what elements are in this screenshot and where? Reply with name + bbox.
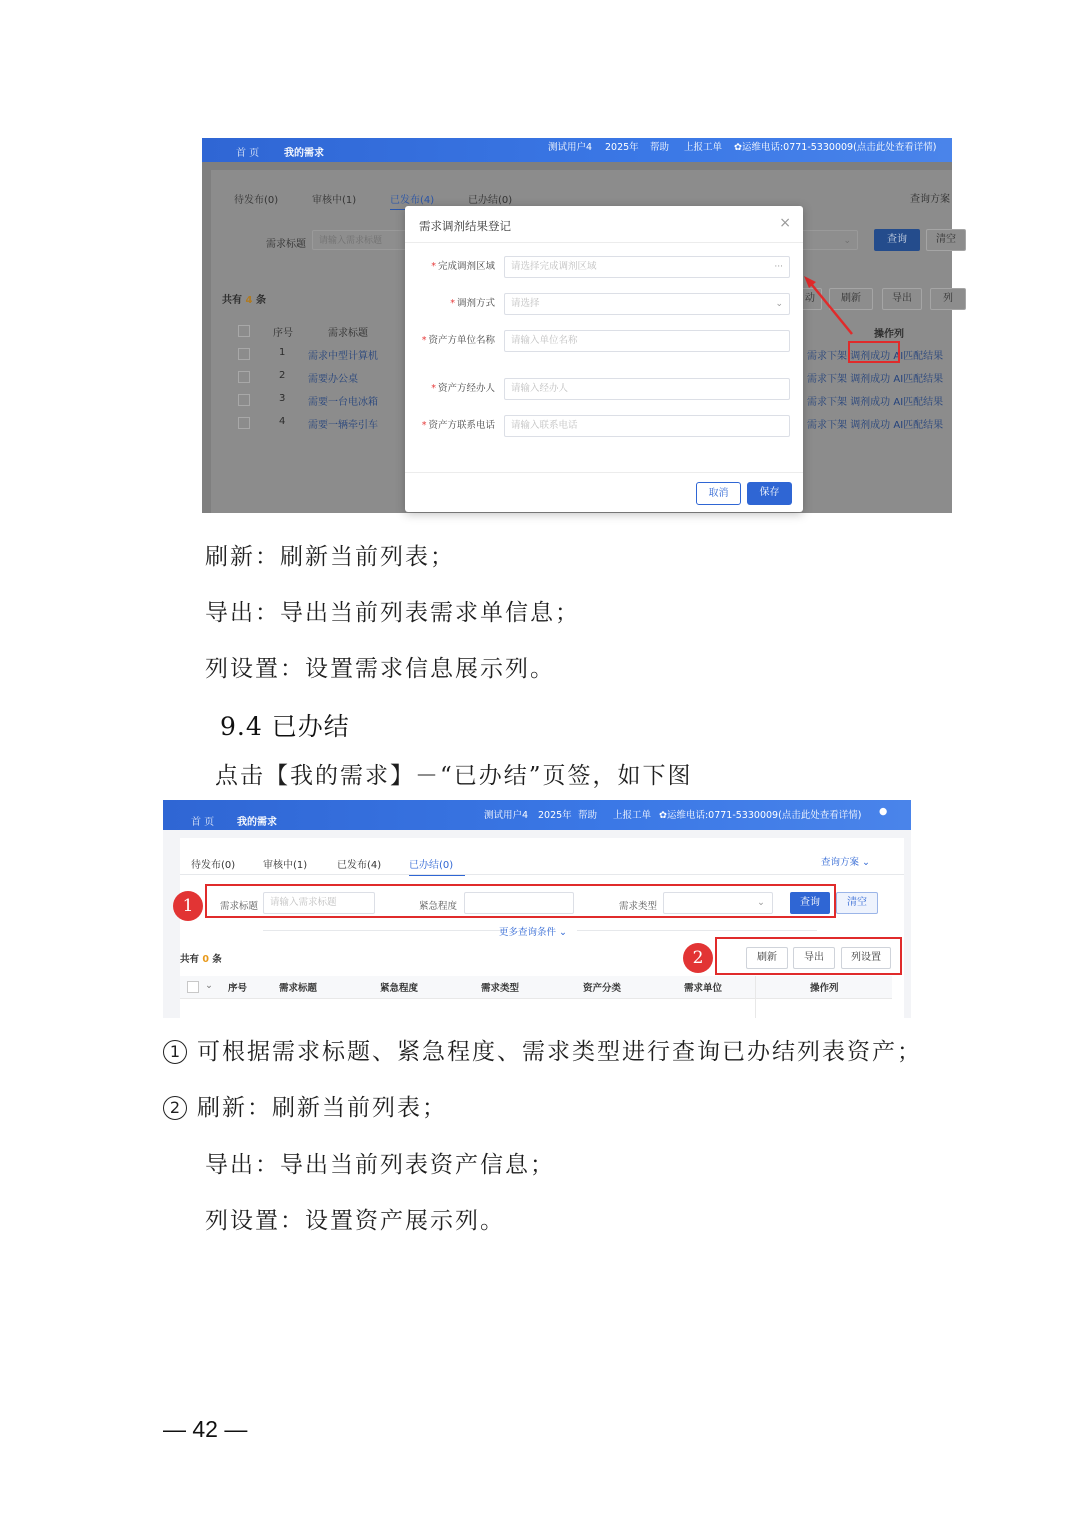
delist-link[interactable]: 需求下架 bbox=[807, 397, 847, 408]
save-button[interactable]: 保存 bbox=[747, 482, 792, 505]
close-icon[interactable]: × bbox=[779, 215, 791, 231]
nav-help[interactable]: 帮助 bbox=[578, 810, 598, 821]
nav-report[interactable]: 上报工单 bbox=[613, 810, 652, 821]
clear-button[interactable]: 清空 bbox=[926, 229, 966, 251]
tab-published[interactable]: 已发布(4) bbox=[390, 191, 434, 210]
page-number: — 42 — bbox=[163, 1416, 248, 1442]
row-checkbox[interactable] bbox=[238, 394, 250, 406]
delist-link[interactable]: 需求下架 bbox=[807, 420, 847, 431]
col-type[interactable]: 需求类型 bbox=[481, 983, 520, 994]
col-no: 序号 bbox=[273, 328, 293, 339]
row-no: 2 bbox=[279, 370, 286, 381]
type-select[interactable] bbox=[800, 230, 858, 250]
chevron-down-icon: ⌄ bbox=[775, 299, 783, 309]
tab-closed[interactable]: 已办结(0) bbox=[409, 856, 465, 876]
arrow-icon bbox=[802, 274, 862, 342]
list-item: 1 可根据需求标题、紧急程度、需求类型进行查询已办结列表资产； bbox=[163, 1033, 922, 1066]
adjust-success-link[interactable]: 调剂成功 bbox=[850, 397, 891, 408]
divider bbox=[263, 930, 503, 931]
row-checkbox[interactable] bbox=[238, 371, 250, 383]
tab-draft[interactable]: 待发布(0) bbox=[191, 860, 236, 871]
tab-review[interactable]: 审核中(1) bbox=[263, 860, 308, 871]
field-label: * 资产方经办人 bbox=[431, 383, 495, 394]
adjust-success-link[interactable]: 调剂成功 bbox=[850, 420, 891, 431]
row-checkbox[interactable] bbox=[238, 417, 250, 429]
tab-divider bbox=[180, 874, 904, 875]
paragraph: 刷新：刷新当前列表； bbox=[205, 544, 455, 570]
top-nav bbox=[202, 138, 952, 162]
field-label: * 资产方单位名称 bbox=[421, 335, 495, 346]
title-input[interactable]: 请输入需求标题 bbox=[263, 892, 375, 914]
ai-match-link[interactable]: AI匹配结果 bbox=[893, 351, 944, 362]
filter-input[interactable]: 请输入需求标题 bbox=[312, 230, 407, 250]
row-no: 4 bbox=[279, 416, 286, 427]
toolbar-button-partial[interactable]: 动 bbox=[798, 288, 822, 310]
region-select[interactable]: 请选择完成调剂区域 ··· bbox=[504, 256, 790, 278]
list-item: 2 刷新：刷新当前列表； bbox=[163, 1089, 447, 1122]
chevron-down-icon[interactable]: ⌄ bbox=[205, 980, 213, 991]
delist-link[interactable]: 需求下架 bbox=[807, 351, 847, 362]
field-label: * 完成调剂区域 bbox=[431, 261, 495, 272]
paragraph: 导出：导出当前列表资产信息； bbox=[205, 1152, 555, 1178]
screenshot-closed-tab bbox=[163, 800, 911, 1018]
title-label: 需求标题 bbox=[220, 901, 259, 912]
query-button[interactable]: 查询 bbox=[790, 892, 830, 914]
column-settings-button[interactable]: 列设置 bbox=[841, 947, 891, 969]
col-urgency[interactable]: 紧急程度 bbox=[380, 983, 419, 994]
nav-help[interactable]: 帮助 bbox=[650, 142, 670, 153]
screenshot-publish-dialog bbox=[202, 138, 956, 513]
col-ops: 操作列 bbox=[874, 329, 904, 340]
divider bbox=[577, 930, 817, 931]
section-heading: 9.4 已办结 bbox=[220, 712, 350, 741]
row-title[interactable]: 需求中型计算机 bbox=[308, 351, 378, 362]
circled-number: 2 bbox=[163, 1096, 187, 1120]
field-label: * 调剂方式 bbox=[450, 298, 495, 309]
filter-label: 需求标题 bbox=[266, 239, 306, 250]
highlight-adjust-success bbox=[848, 341, 900, 363]
row-checkbox[interactable] bbox=[238, 348, 250, 360]
dialog-title: 需求调剂结果登记 bbox=[419, 219, 511, 233]
nav-year[interactable]: 2025年 bbox=[538, 810, 572, 821]
nav-home[interactable]: 首 页 bbox=[191, 817, 215, 828]
more-conditions[interactable]: 更多查询条件 ⌄ bbox=[499, 927, 567, 938]
query-plan[interactable]: 查询方案 ⌄ bbox=[821, 857, 870, 868]
table-row bbox=[228, 366, 408, 389]
top-nav bbox=[163, 800, 911, 830]
adjust-success-link[interactable]: 调剂成功 bbox=[850, 351, 891, 362]
col-category[interactable]: 资产分类 bbox=[583, 983, 622, 994]
total-count: 共有 4 条 bbox=[222, 295, 266, 306]
nav-year[interactable]: 2025年 bbox=[605, 142, 639, 153]
tab-review[interactable]: 审核中(1) bbox=[312, 195, 357, 206]
paragraph: 列设置：设置资产展示列。 bbox=[205, 1208, 505, 1234]
highlight-toolbar bbox=[715, 937, 902, 975]
tab-closed[interactable]: 已办结(0) bbox=[468, 195, 513, 206]
chevron-down-icon: ⌄ bbox=[843, 236, 851, 246]
circled-number: 1 bbox=[163, 1040, 187, 1064]
col-no: 序号 bbox=[228, 983, 248, 994]
nav-my-demand[interactable]: 我的需求 bbox=[237, 817, 277, 828]
user-icon[interactable]: ● bbox=[879, 806, 888, 817]
chevron-down-icon: ⌄ bbox=[757, 897, 765, 908]
phone-input[interactable]: 请输入联系电话 bbox=[504, 415, 790, 437]
method-select[interactable]: 请选择 ⌄ bbox=[504, 293, 790, 315]
table-row bbox=[228, 343, 408, 366]
query-button[interactable]: 查询 bbox=[874, 229, 920, 251]
field-label: * 资产方联系电话 bbox=[421, 420, 495, 431]
column-divider bbox=[755, 976, 756, 1018]
clear-button[interactable]: 清空 bbox=[836, 892, 878, 914]
total-count: 共有 0 条 bbox=[180, 954, 222, 965]
row-ops bbox=[807, 370, 943, 385]
paragraph: 列设置：设置需求信息展示列。 bbox=[205, 656, 555, 682]
paragraph: 点击【我的需求】－“已办结”页签，如下图 bbox=[215, 763, 693, 789]
marker-badge-2: 2 bbox=[683, 943, 713, 973]
table-row bbox=[228, 389, 408, 412]
refresh-button[interactable]: 刷新 bbox=[829, 288, 873, 310]
urgency-label: 紧急程度 bbox=[419, 901, 458, 912]
row-ops bbox=[807, 416, 943, 431]
row-title[interactable]: 需要办公桌 bbox=[308, 374, 358, 385]
nav-my-demand[interactable]: 我的需求 bbox=[284, 148, 324, 159]
table-row bbox=[228, 412, 408, 435]
row-title[interactable]: 需要一台电冰箱 bbox=[308, 397, 378, 408]
row-no: 1 bbox=[279, 347, 286, 358]
unit-input[interactable]: 请输入单位名称 bbox=[504, 330, 790, 352]
divider bbox=[405, 242, 803, 243]
col-unit[interactable]: 需求单位 bbox=[684, 983, 723, 994]
marker-badge-1: 1 bbox=[173, 891, 203, 921]
cancel-button[interactable]: 取消 bbox=[696, 482, 741, 505]
tab-draft[interactable]: 待发布(0) bbox=[234, 195, 279, 206]
export-button[interactable]: 导出 bbox=[793, 947, 835, 969]
delist-link[interactable]: 需求下架 bbox=[807, 374, 847, 385]
nav-home[interactable]: 首 页 bbox=[236, 148, 260, 159]
row-title[interactable]: 需要一辆牵引车 bbox=[308, 420, 378, 431]
row-no: 3 bbox=[279, 393, 286, 404]
col-title[interactable]: 需求标题 bbox=[279, 983, 318, 994]
select-all-checkbox[interactable] bbox=[238, 325, 250, 337]
adjust-success-link[interactable]: 调剂成功 bbox=[850, 374, 891, 385]
refresh-button[interactable]: 刷新 bbox=[746, 947, 788, 969]
query-plan[interactable]: 查询方案 bbox=[910, 194, 950, 205]
nav-user[interactable]: 测试用户4 bbox=[484, 810, 529, 821]
col-ops: 操作列 bbox=[810, 983, 839, 994]
nav-user[interactable]: 测试用户4 bbox=[548, 142, 593, 153]
type-label: 需求类型 bbox=[619, 901, 658, 912]
table-header bbox=[228, 320, 408, 343]
ai-match-link[interactable]: AI匹配结果 bbox=[893, 397, 944, 408]
tab-published[interactable]: 已发布(4) bbox=[337, 860, 382, 871]
ai-match-link[interactable]: AI匹配结果 bbox=[893, 374, 944, 385]
nav-phone[interactable]: ✿运维电话:0771-5330009(点击此处查看详情) bbox=[659, 810, 862, 821]
column-settings-button[interactable]: 列 bbox=[930, 288, 966, 310]
handler-input[interactable]: 请输入经办人 bbox=[504, 378, 790, 400]
paragraph: 导出：导出当前列表需求单信息； bbox=[205, 600, 580, 626]
col-title: 需求标题 bbox=[328, 328, 368, 339]
export-button[interactable]: 导出 bbox=[882, 288, 922, 310]
row-ops bbox=[807, 393, 943, 408]
nav-phone[interactable]: ✿运维电话:0771-5330009(点击此处查看详情) bbox=[734, 142, 937, 153]
nav-report[interactable]: 上报工单 bbox=[684, 142, 723, 153]
select-all-checkbox[interactable] bbox=[187, 981, 199, 993]
adjust-result-dialog bbox=[405, 206, 803, 512]
ai-match-link[interactable]: AI匹配结果 bbox=[893, 420, 944, 431]
divider bbox=[405, 472, 803, 473]
more-icon: ··· bbox=[774, 262, 783, 272]
highlight-filters bbox=[205, 884, 836, 918]
